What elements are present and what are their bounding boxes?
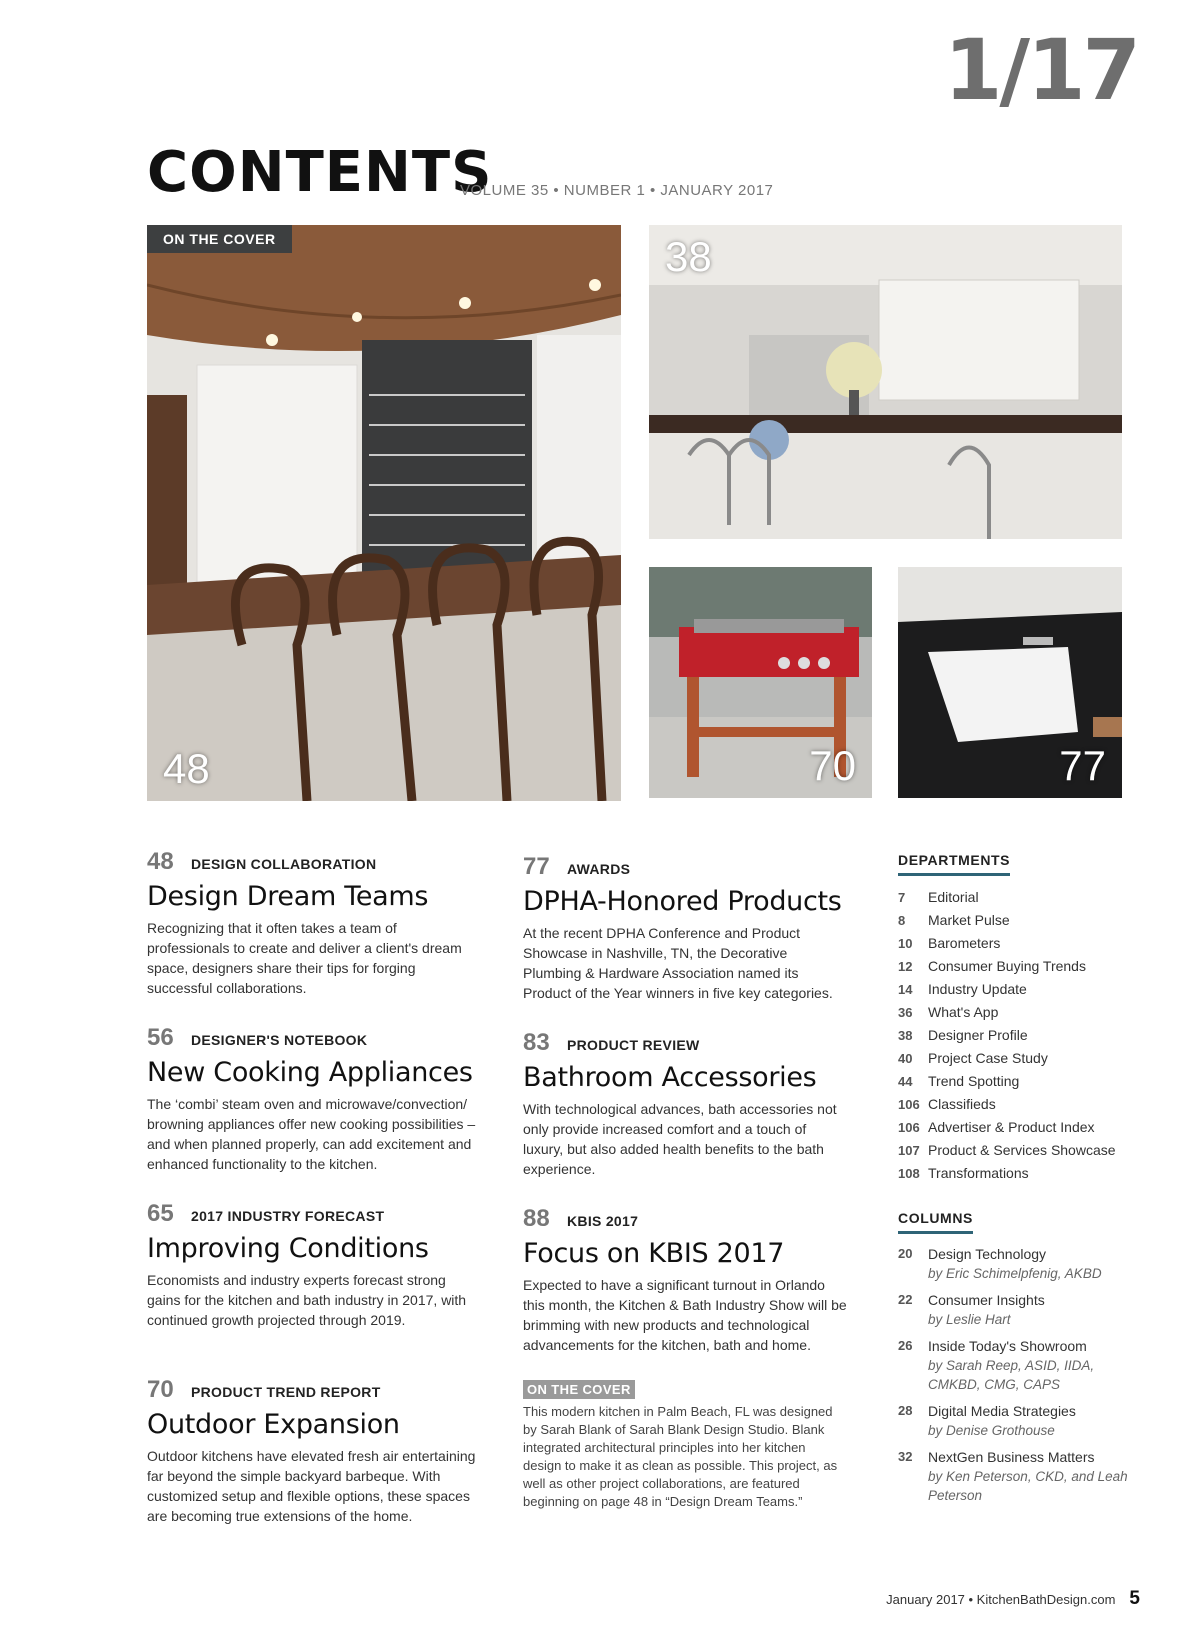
columns-section	[898, 1210, 1138, 1512]
on-the-cover-tag: ON THE COVER	[147, 225, 292, 253]
department-page: 44	[898, 1074, 913, 1089]
article-description: At the recent DPHA Conference and Product Showcase in Nashville, TN, the Decorative Plumbing & Hardware Association named its Product of the Year winners in five key categories.	[523, 924, 833, 1001]
department-label: Consumer Buying Trends	[928, 958, 1086, 974]
article-kicker: PRODUCT TREND REPORT	[191, 1384, 381, 1400]
article-page: 48	[147, 848, 174, 875]
departments-heading: DEPARTMENTS	[898, 852, 1010, 876]
column-page: 28	[898, 1403, 913, 1418]
article-title: Outdoor Expansion	[147, 1409, 400, 1440]
department-item[interactable]	[898, 1116, 1138, 1139]
article-title: Focus on KBIS 2017	[523, 1238, 785, 1269]
volume-line: VOLUME 35 • NUMBER 1 • JANUARY 2017	[460, 182, 774, 199]
article-entry[interactable]	[147, 1376, 482, 1526]
department-page: 107	[898, 1143, 920, 1158]
photo-white-kitchen	[649, 225, 1122, 539]
column-page: 20	[898, 1246, 913, 1261]
department-label: Transformations	[928, 1165, 1029, 1181]
department-item[interactable]	[898, 978, 1138, 1001]
cover-story-text: This modern kitchen in Palm Beach, FL was designed by Sarah Blank of Sarah Blank Design Studio. Blank integrated architectural principles into her kitchen design to make it as clean as possible. This project, as well as other project collaborations, are featured beginning on page 48 in “Design Dream Teams.”	[523, 1404, 838, 1509]
photo-page-number: 70	[809, 742, 856, 789]
department-page: 8	[898, 913, 906, 928]
column-label: Design Technology	[928, 1246, 1047, 1262]
department-item[interactable]	[898, 955, 1138, 978]
department-page: 106	[898, 1097, 920, 1112]
department-item[interactable]	[898, 1047, 1138, 1070]
page-title: CONTENTS	[147, 140, 493, 205]
article-entry[interactable]	[523, 853, 848, 1003]
on-the-cover-label: ON THE COVER	[523, 1380, 635, 1399]
article-title: Improving Conditions	[147, 1233, 429, 1264]
article-kicker: AWARDS	[567, 861, 631, 877]
column-page: 22	[898, 1292, 913, 1307]
department-page: 40	[898, 1051, 913, 1066]
department-label: What's App	[928, 1004, 999, 1020]
departments-list	[898, 886, 1138, 1185]
column-item[interactable]	[898, 1401, 1138, 1440]
department-label: Industry Update	[928, 981, 1027, 997]
department-item[interactable]	[898, 886, 1138, 909]
article-title: Bathroom Accessories	[523, 1062, 817, 1093]
department-item[interactable]	[898, 909, 1138, 932]
column-label: Consumer Insights	[928, 1292, 1045, 1308]
department-label: Market Pulse	[928, 912, 1010, 928]
article-page: 83	[523, 1029, 550, 1056]
article-description: With technological advances, bath accessories not only provide increased comfort and a touch of luxury, but also added health benefits to the bath experience.	[523, 1100, 837, 1177]
column-label: Inside Today's Showroom	[928, 1338, 1087, 1354]
department-page: 14	[898, 982, 913, 997]
photo-page-number: 77	[1059, 742, 1106, 789]
cover-photo-kitchen	[147, 225, 621, 801]
page-footer	[886, 1588, 1140, 1610]
article-kicker: DESIGN COLLABORATION	[191, 856, 377, 872]
article-entry[interactable]	[147, 1200, 482, 1330]
column-byline: by Ken Peterson, CKD, and Leah Peterson	[928, 1469, 1128, 1503]
column-item[interactable]	[898, 1244, 1138, 1283]
department-label: Classifieds	[928, 1096, 996, 1112]
article-description: Outdoor kitchens have elevated fresh air entertaining far beyond the simple backyard barbeque. With customized setup and flexible options, these spaces are becoming true extensions of the home.	[147, 1447, 476, 1524]
departments-section	[898, 852, 1138, 1185]
department-page: 12	[898, 959, 913, 974]
column-item[interactable]	[898, 1447, 1138, 1505]
article-description: Expected to have a significant turnout in Orlando this month, the Kitchen & Bath Industry Show will be brimming with new products and technological advancements for the kitchen, bath and home.	[523, 1276, 847, 1353]
column-page: 26	[898, 1338, 913, 1353]
column-label: Digital Media Strategies	[928, 1403, 1076, 1419]
department-page: 106	[898, 1120, 920, 1135]
article-kicker: 2017 INDUSTRY FORECAST	[191, 1208, 385, 1224]
column-byline: by Sarah Reep, ASID, IIDA, CMKBD, CMG, CAPS	[928, 1358, 1095, 1392]
columns-heading: COLUMNS	[898, 1210, 973, 1234]
photo-bath-sink	[898, 567, 1122, 798]
article-title: DPHA-Honored Products	[523, 886, 842, 917]
article-page: 65	[147, 1200, 174, 1227]
department-label: Trend Spotting	[928, 1073, 1020, 1089]
department-item[interactable]	[898, 1070, 1138, 1093]
column-byline: by Leslie Hart	[928, 1312, 1011, 1327]
white-kitchen-illustration	[649, 225, 1122, 539]
article-kicker: KBIS 2017	[567, 1213, 639, 1229]
department-label: Designer Profile	[928, 1027, 1028, 1043]
columns-list	[898, 1244, 1138, 1505]
article-page: 56	[147, 1024, 174, 1051]
article-entry[interactable]	[147, 1024, 482, 1174]
department-item[interactable]	[898, 1024, 1138, 1047]
department-page: 108	[898, 1166, 920, 1181]
department-label: Barometers	[928, 935, 1001, 951]
department-label: Advertiser & Product Index	[928, 1119, 1095, 1135]
photo-outdoor-grill	[649, 567, 872, 798]
column-label: NextGen Business Matters	[928, 1449, 1095, 1465]
article-description: Economists and industry experts forecast strong gains for the kitchen and bath industry in 2017, with continued growth projected through 2019.	[147, 1271, 467, 1328]
department-label: Product & Services Showcase	[928, 1142, 1116, 1158]
article-entry[interactable]	[523, 1029, 848, 1179]
article-kicker: PRODUCT REVIEW	[567, 1037, 700, 1053]
column-byline: by Eric Schimelpfenig, AKBD	[928, 1266, 1102, 1281]
department-page: 10	[898, 936, 913, 951]
footer-text: January 2017 • KitchenBathDesign.com	[886, 1592, 1116, 1607]
article-entry[interactable]	[147, 848, 482, 998]
department-page: 36	[898, 1005, 913, 1020]
department-item[interactable]	[898, 932, 1138, 955]
photo-page-number: 38	[665, 233, 712, 280]
department-page: 7	[898, 890, 906, 905]
department-page: 38	[898, 1028, 913, 1043]
department-item[interactable]	[898, 1162, 1138, 1185]
department-item[interactable]	[898, 1001, 1138, 1024]
column-byline: by Denise Grothouse	[928, 1423, 1055, 1438]
footer-page-number: 5	[1129, 1588, 1140, 1609]
column-page: 32	[898, 1449, 913, 1464]
article-description: The ‘combi’ steam oven and microwave/convection/ browning appliances offer new cooking possibilities – and when planned properly, can add excitement and enhanced functionality to the kitchen.	[147, 1095, 476, 1172]
department-item[interactable]	[898, 1139, 1138, 1162]
column-item[interactable]	[898, 1336, 1138, 1394]
department-label: Editorial	[928, 889, 979, 905]
column-item[interactable]	[898, 1290, 1138, 1329]
article-kicker: DESIGNER'S NOTEBOOK	[191, 1032, 368, 1048]
article-entry[interactable]	[523, 1205, 848, 1355]
article-page: 77	[523, 853, 550, 880]
photo-page-number: 48	[163, 745, 210, 792]
article-page: 70	[147, 1376, 174, 1403]
article-title: Design Dream Teams	[147, 881, 429, 912]
kitchen-illustration	[147, 225, 621, 801]
article-page: 88	[523, 1205, 550, 1232]
cover-story-box	[523, 1380, 843, 1511]
article-title: New Cooking Appliances	[147, 1057, 473, 1088]
issue-number: 1/17	[943, 21, 1138, 119]
article-description: Recognizing that it often takes a team of professionals to create and deliver a client's dream space, designers share their tips for forging successful collaborations.	[147, 919, 462, 996]
department-item[interactable]	[898, 1093, 1138, 1116]
department-label: Project Case Study	[928, 1050, 1048, 1066]
